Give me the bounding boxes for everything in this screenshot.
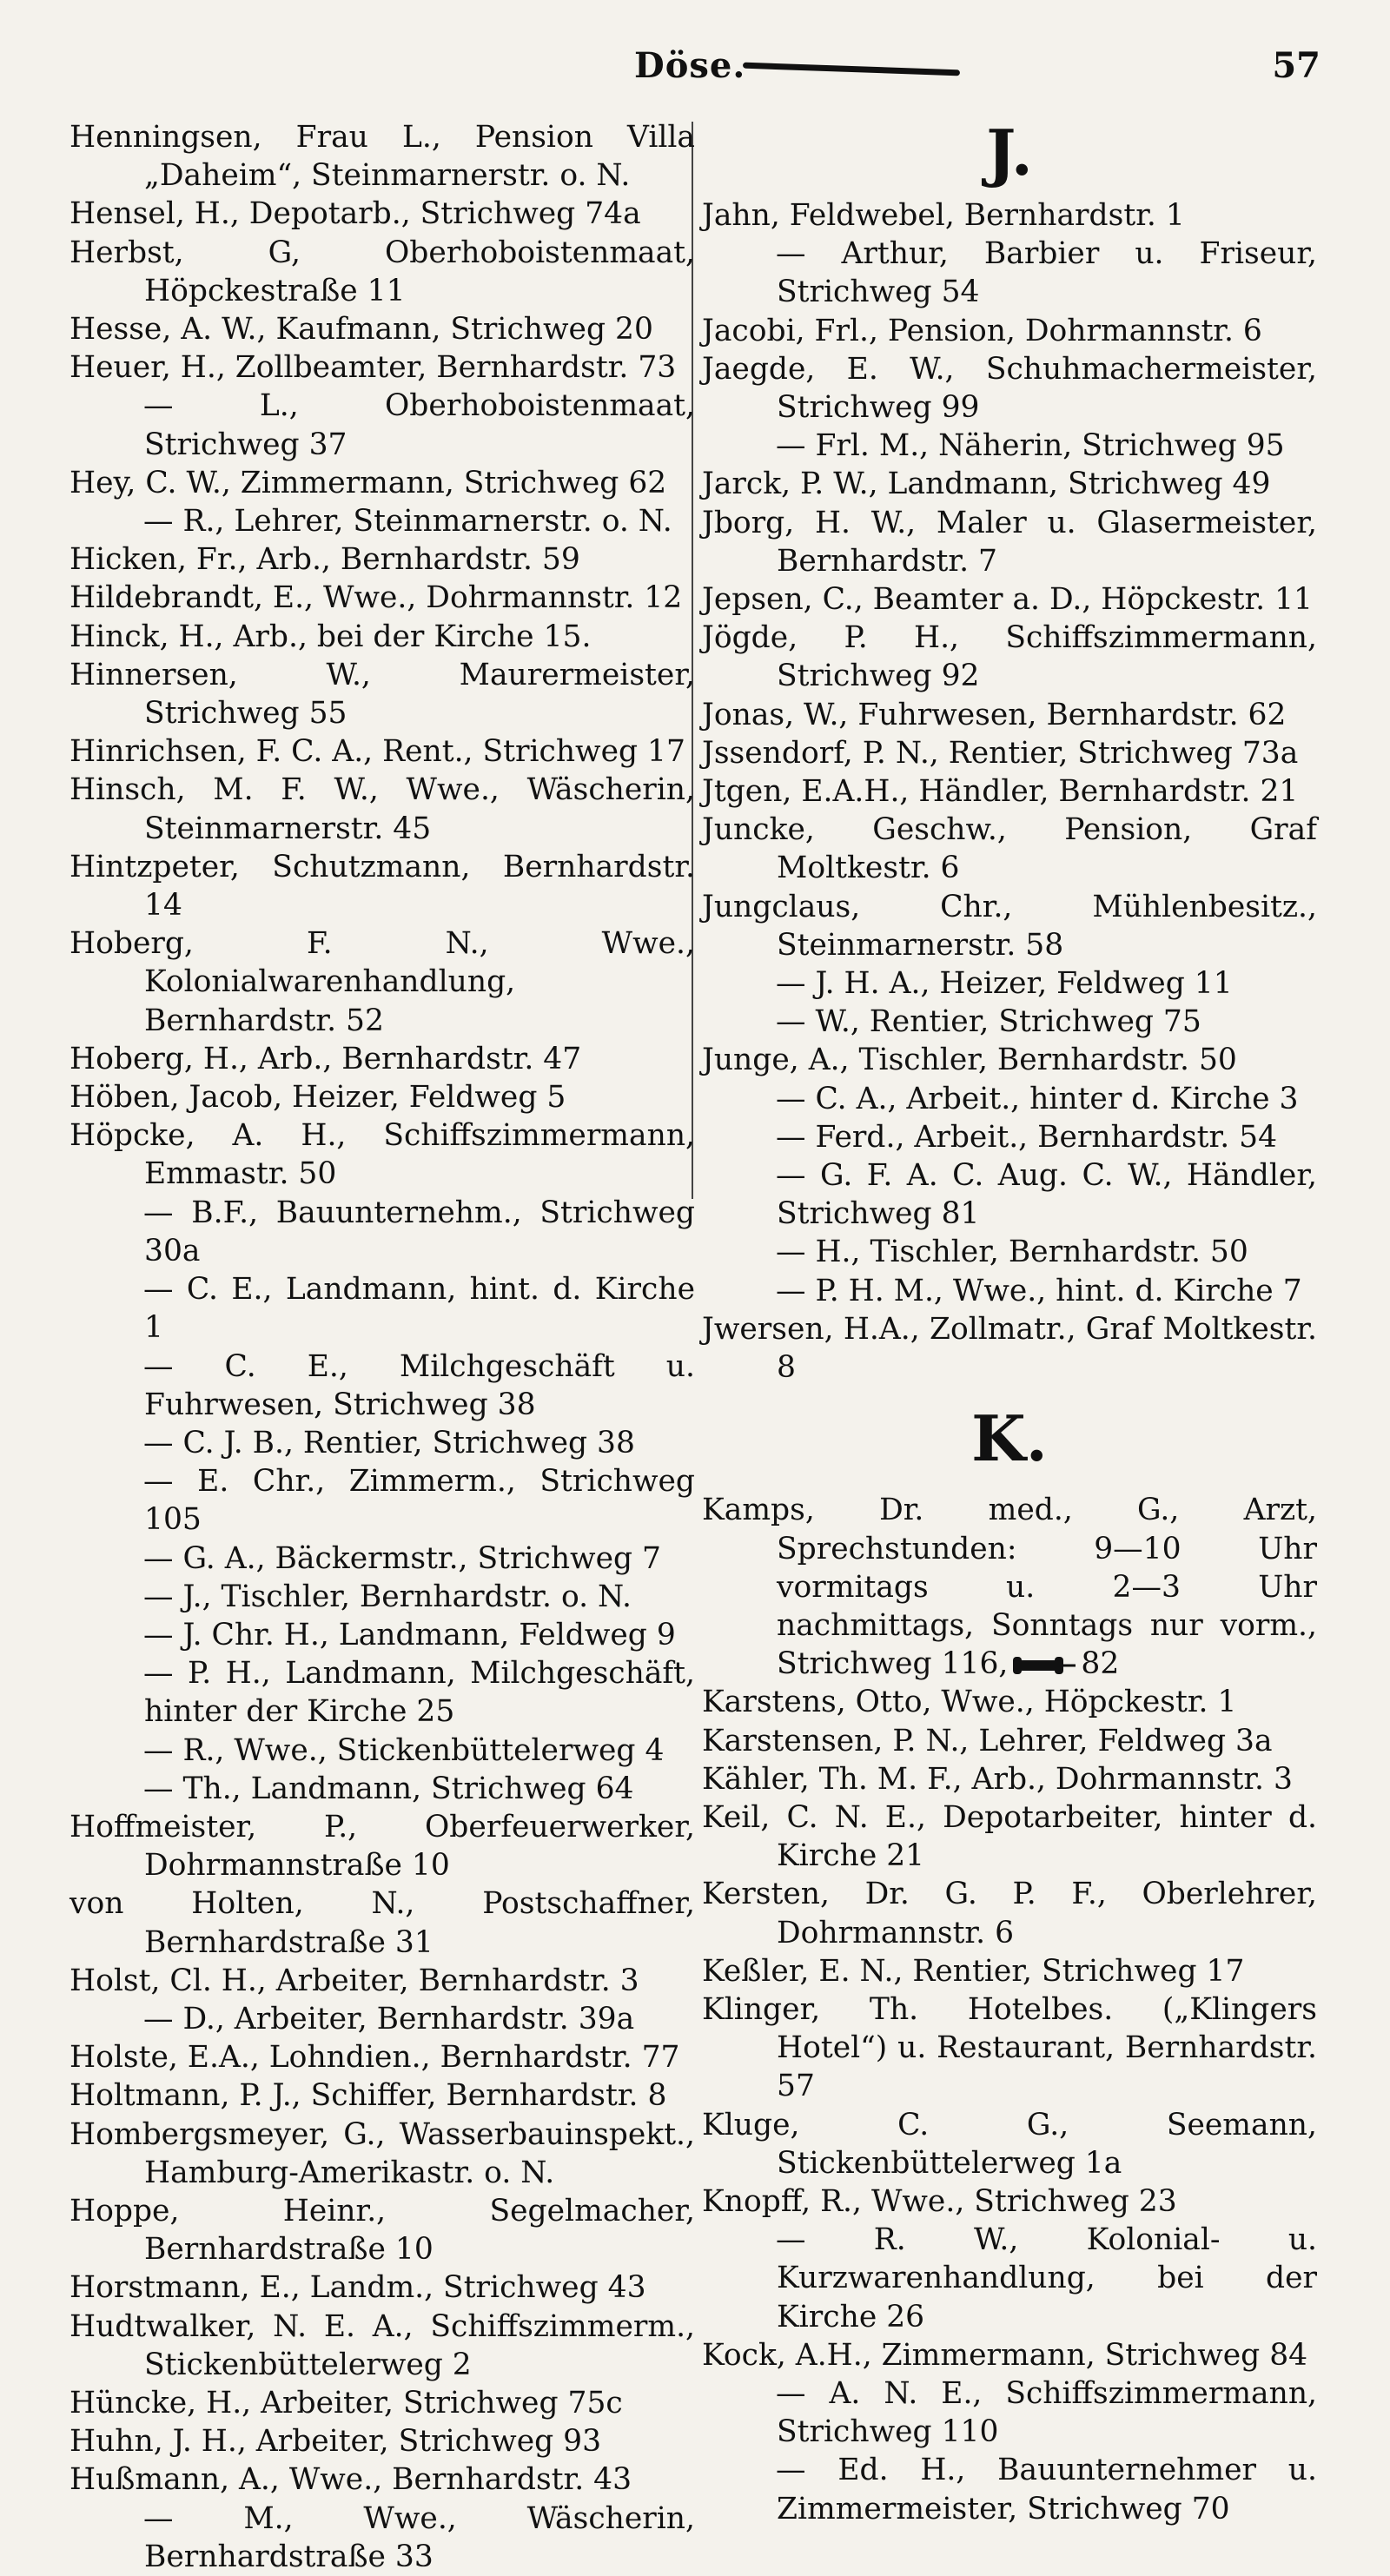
page-header [0,42,1390,94]
page-number: 57 [1272,45,1320,86]
directory-entry [70,1540,695,1578]
directory-entry [70,1616,695,1654]
directory-entry [70,1578,695,1616]
entry-text: Hinrichsen, F. C. A., Rent., Strichweg 17 [70,734,685,770]
entry-text: P. H. M., Wwe., hint. d. Kirche 7 [815,1273,1302,1308]
directory-entry [702,1272,1317,1310]
section-k-entries [702,1491,1317,2527]
directory-entry [70,771,695,847]
directory-entry [70,2192,695,2268]
directory-entry [702,1722,1317,1760]
directory-entry [70,234,695,310]
directory-entry [702,2106,1317,2182]
entry-text: Klinger, Th. Hotelbes. („Klingers Hotel“) u. Restaurant, Bernhardstr. 57 [702,1991,1317,2104]
entry-text: Hoberg, F. N., Wwe., Kolonialwarenhandlung, Bernhardstr. 52 [70,926,695,1038]
right-column [702,118,1317,2528]
entry-text: G. A., Bäckermstr., Strichweg 7 [182,1540,662,1576]
directory-entry [70,1962,695,2000]
entry-text: Th., Landmann, Strichweg 64 [182,1771,634,1806]
directory-entry [702,696,1317,734]
entry-text: Ed. H., Bauunternehmer u. Zimmermeister, Strichweg 70 [777,2453,1317,2526]
directory-entry [702,772,1317,811]
directory-entry [702,312,1317,350]
directory-entry [70,1270,695,1347]
directory-entry [70,1194,695,1270]
entry-text: C. E., Milchgeschäft u. Fuhrwesen, Strichweg 38 [144,1348,695,1422]
directory-entry [702,1041,1317,1079]
entry-text: Kluge, C. G., Seemann, Stickenbüttelerweg 1a [702,2107,1317,2181]
directory-entry [702,2374,1317,2451]
entry-text: R. W., Kolonial- u. Kurzwarenhandlung, bei der Kirche 26 [777,2222,1318,2334]
directory-entry [70,2460,695,2499]
entry-text: Juncke, Geschw., Pension, Graf Moltkestr. 6 [702,812,1317,886]
directory-entry [70,2000,695,2038]
directory-entry [70,1462,695,1539]
section-heading-k: K. [971,1401,1048,1476]
directory-entry [702,1118,1317,1156]
directory-entry [70,1116,695,1193]
entry-text: Karstensen, P. N., Lehrer, Feldweg 3a [702,1723,1273,1758]
entry-text: Hinck, H., Arb., bei der Kirche 15. [70,619,592,654]
directory-entry [70,1808,695,1884]
entry-text: G. F. A. C. Aug. C. W., Händler, Strichweg 81 [777,1158,1318,1232]
entry-text: Karstens, Otto, Wwe., Höpckestr. 1 [702,1685,1237,1720]
directory-entry [702,427,1317,465]
entry-text: Hinsch, M. F. W., Wwe., Wäscherin, Steinmarnerstr. 45 [70,772,695,846]
entry-text: Jahn, Feldwebel, Bernhardstr. 1 [702,198,1185,233]
entry-text: Jtgen, E.A.H., Händler, Bernhardstr. 21 [702,774,1299,810]
directory-entry [702,1683,1317,1721]
section-j-entries [702,196,1317,1387]
directory-entry [70,2116,695,2192]
entry-text: Hey, C. W., Zimmermann, Strichweg 62 [70,465,667,500]
entry-text: Keßler, E. N., Rentier, Strichweg 17 [702,1953,1245,1989]
directory-entry [702,1952,1317,1990]
entry-text: L., Oberhoboistenmaat, Strichweg 37 [144,388,696,462]
entry-text: Huhn, J. H., Arbeiter, Strichweg 93 [70,2424,602,2460]
directory-entry [702,1310,1317,1387]
directory-entry [702,888,1317,964]
entry-text: Hesse, A. W., Kaufmann, Strichweg 20 [70,312,653,348]
entry-text: Ferd., Arbeit., Bernhardstr. 54 [815,1119,1278,1155]
entry-text: Hinnersen, W., Maurermeister, Strichweg 55 [70,657,695,732]
directory-entry [70,1348,695,1424]
entry-text: Hudtwalker, N. E. A., Schiffszimmerm., Stickenbüttelerweg 2 [70,2308,695,2382]
directory-entry [70,2268,695,2307]
entry-text: Jarck, P. W., Landmann, Strichweg 49 [702,467,1271,502]
directory-entry [70,732,695,771]
entry-text: Jwersen, H.A., Zollmatr., Graf Moltkestr. 8 [702,1311,1317,1386]
directory-entry [702,2221,1317,2336]
directory-entry [70,1424,695,1462]
directory-entry [702,2182,1317,2221]
directory-entry [70,2384,695,2422]
entry-text: Hoberg, H., Arb., Bernhardstr. 47 [70,1041,582,1076]
directory-entry [70,618,695,656]
directory-entry [702,619,1317,695]
directory-entry [702,1003,1317,1041]
entry-text: Jacobi, Frl., Pension, Dohrmannstr. 6 [702,313,1262,348]
entry-text: Frl. M., Näherin, Strichweg 95 [815,428,1285,464]
ink-stroke [743,63,960,76]
directory-entry [70,310,695,348]
entry-text: Hintzpeter, Schutzmann, Bernhardstr. 14 [70,849,695,924]
directory-entry [70,656,695,732]
entry-text: Hensel, H., Depotarb., Strichweg 74a [70,196,641,232]
entry-text: Holtmann, P. J., Schiffer, Bernhardstr. 8 [70,2078,667,2114]
entry-text: Horstmann, E., Landm., Strichweg 43 [70,2270,646,2306]
entry-text: W., Rentier, Strichweg 75 [815,1004,1201,1040]
entry-text: Hildebrandt, E., Wwe., Dohrmannstr. 12 [70,580,683,616]
entry-text: H., Tischler, Bernhardstr. 50 [815,1235,1248,1270]
entry-text: Jepsen, C., Beamter a. D., Höpckestr. 11 [702,582,1313,618]
entry-text: Keil, C. N. E., Depotarbeiter, hinter d. Kirche 21 [702,1799,1317,1874]
entry-text: Hicken, Fr., Arb., Bernhardstr. 59 [70,542,580,578]
directory-entry [70,1040,695,1078]
directory-entry [702,811,1317,887]
entry-text: Jungclaus, Chr., Mühlenbesitz., Steinmarnerstr. 58 [702,889,1317,963]
directory-entry [702,1080,1317,1118]
entry-text: Knopff, R., Wwe., Strichweg 23 [702,2183,1177,2219]
directory-entry [70,2038,695,2076]
directory-entry [70,387,695,463]
directory-entry [702,734,1317,772]
entry-text: Jaegde, E. W., Schuhmachermeister, Strichweg 99 [702,351,1317,426]
entry-text: Höben, Jacob, Heizer, Feldweg 5 [70,1080,566,1116]
entry-text: Jborg, H. W., Maler u. Glasermeister, Bernhardstr. 7 [702,505,1317,579]
directory-entry [70,540,695,579]
directory-entry [702,350,1317,427]
directory-entry [702,196,1317,235]
entry-text: C. J. B., Rentier, Strichweg 38 [182,1425,635,1460]
entry-text: D., Arbeiter, Bernhardstr. 39a [182,2001,635,2036]
directory-entry [702,580,1317,619]
entry-text: J. H. A., Heizer, Feldweg 11 [815,966,1233,1002]
directory-entry [702,1156,1317,1233]
entry-text: P. H., Landmann, Milchgeschäft, hinter der Kirche 25 [144,1656,696,1730]
entry-text: Hoppe, Heinr., Segelmacher, Bernhardstraße 10 [70,2193,695,2268]
entry-text: von Holten, N., Postschaffner, Bernhardstraße 31 [70,1886,695,1960]
directory-entry [70,502,695,540]
entry-text: Hüncke, H., Arbeiter, Strichweg 75c [70,2385,623,2420]
entry-text: J., Tischler, Bernhardstr. o. N. [182,1579,632,1614]
directory-entry [70,464,695,502]
entry-text: Hoffmeister, P., Oberfeuerwerker, Dohrmannstraße 10 [70,1809,695,1884]
entry-text: A. N. E., Schiffszimmermann, Strichweg 110 [777,2375,1318,2450]
directory-entry [702,1491,1317,1683]
entry-text: Arthur, Barbier u. Friseur, Strichweg 54 [777,236,1317,310]
directory-entry [70,1654,695,1731]
entry-text: Jonas, W., Fuhrwesen, Bernhardstr. 62 [702,697,1287,732]
entry-text: Hombergsmeyer, G., Wasserbauinspekt., Hamburg-Amerikastr. o. N. [70,2116,695,2190]
entry-text: Jögde, P. H., Schiffszimmermann, Strichweg 92 [702,620,1317,694]
telephone-icon [1011,1653,1077,1678]
directory-entry [70,1078,695,1116]
directory-entry [702,1798,1317,1875]
entry-text: Kamps, Dr. med., G., Arzt, Sprechstunden: 9—10 Uhr vormitags u. 2—3 Uhr nachmittags, Sonntags nur vorm., Strichweg 116, [702,1493,1317,1682]
entry-text: R., Wwe., Stickenbüttelerweg 4 [182,1732,665,1768]
entry-text: R., Lehrer, Steinmarnerstr. o. N. [182,504,672,540]
entry-text: M., Wwe., Wäscherin, Bernhardstraße 33 [144,2500,695,2574]
entry-text: Kähler, Th. M. F., Arb., Dohrmannstr. 3 [702,1761,1293,1797]
entry-text: Holste, E.A., Lohndien., Bernhardstr. 77 [70,2040,680,2076]
directory-entry [70,2076,695,2115]
entry-text: Holst, Cl. H., Arbeiter, Bernhardstr. 3 [70,1963,639,1998]
entry-text: Kersten, Dr. G. P. F., Oberlehrer, Dohrmannstr. 6 [702,1877,1317,1950]
directory-entry [70,348,695,387]
directory-entry [702,2336,1317,2374]
left-column [70,118,695,2576]
directory-entry [70,2500,695,2576]
directory-entry [70,1732,695,1770]
entry-text: Herbst, G, Oberhoboistenmaat, Höpckestraße 11 [70,235,695,308]
entry-text: Höpcke, A. H., Schiffszimmermann, Emmastr. 50 [70,1118,695,1192]
directory-entry [702,2451,1317,2527]
directory-entry [70,2422,695,2460]
phone-number: 82 [1081,1646,1120,1682]
directory-entry [702,1990,1317,2106]
directory-entry [702,1875,1317,1951]
directory-entry [70,848,695,924]
entry-text: Kock, A.H., Zimmermann, Strichweg 84 [702,2337,1308,2373]
directory-entry [70,118,695,195]
entry-text: E. Chr., Zimmerm., Strichweg 105 [144,1464,696,1538]
directory-entry [702,1233,1317,1271]
entry-text: Jssendorf, P. N., Rentier, Strichweg 73a [702,735,1299,771]
directory-entry [70,195,695,233]
entry-text: Heuer, H., Zollbeamter, Bernhardstr. 73 [70,350,677,386]
entry-text: Henningsen, Frau L., Pension Villa „Daheim“, Steinmarnerstr. o. N. [70,120,695,194]
directory-entry [702,235,1317,311]
directory-entry [702,1760,1317,1798]
entry-text: B.F., Bauunternehm., Strichweg 30a [144,1195,695,1268]
directory-entry [702,465,1317,503]
entry-text: C. E., Landmann, hint. d. Kirche 1 [144,1272,696,1346]
entry-text: J. Chr. H., Landmann, Feldweg 9 [182,1617,676,1652]
entry-text: Hußmann, A., Wwe., Bernhardstr. 43 [70,2462,632,2498]
directory-entry [70,1884,695,1961]
directory-entry [70,924,695,1040]
entry-text: C. A., Arbeit., hinter d. Kirche 3 [815,1081,1299,1116]
directory-entry [702,964,1317,1003]
directory-entry [702,504,1317,580]
running-head: Döse. [634,45,746,86]
entry-text: Junge, A., Tischler, Bernhardstr. 50 [702,1043,1237,1078]
directory-entry [70,579,695,617]
section-heading-j: J. [986,116,1033,189]
directory-entry [70,1770,695,1808]
